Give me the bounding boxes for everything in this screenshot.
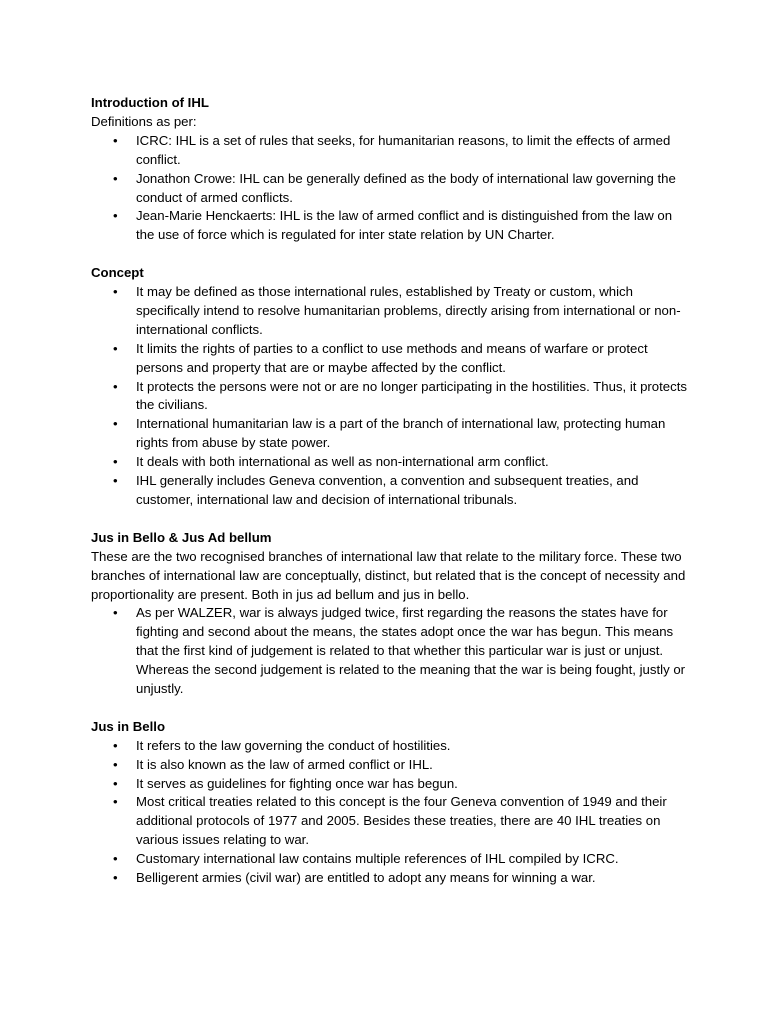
list-item: • IHL generally includes Geneva convention, a convention and subsequent treaties, and customer, international law and decision of international tribunals. xyxy=(91,472,691,510)
section-intro: Definitions as per: xyxy=(91,113,197,129)
list-item: • As per WALZER, war is always judged twice, first regarding the reasons the states have for fighting and second about the means, the states adopt once the war has begun. This means that the first kind of judgement is related to that whether this particular war is just or unjust. Whereas the second judgement is related to the meaning that the war is being fought, justly or unjustly. xyxy=(91,604,691,699)
section-heading: Introduction of IHL xyxy=(91,95,209,110)
list-item: • It serves as guidelines for fighting once war has begun. xyxy=(91,775,691,794)
list-item: • It protects the persons were not or are no longer participating in the hostilities. Thus, it protects the civilians. xyxy=(91,378,691,416)
section-jus-in-bello-and-ad-bellum xyxy=(91,529,691,699)
list-item: • ICRC: IHL is a set of rules that seeks, for humanitarian reasons, to limit the effects of armed conflict. xyxy=(91,132,691,170)
bullet-list xyxy=(91,604,691,699)
section-jus-in-bello xyxy=(91,718,691,888)
list-item: • Most critical treaties related to this concept is the four Geneva convention of 1949 and their additional protocols of 1977 and 2005. Besides these treaties, there are 40 IHL treaties on various issues relating to war. xyxy=(91,793,691,850)
bullet-list xyxy=(91,132,691,245)
list-item: • Jonathon Crowe: IHL can be generally defined as the body of international law governing the conduct of armed conflicts. xyxy=(91,170,691,208)
section-heading: Concept xyxy=(91,265,144,281)
bullet-list xyxy=(91,283,691,510)
section-concept xyxy=(91,264,691,510)
list-item: • It may be defined as those international rules, established by Treaty or custom, which specifically intend to resolve humanitarian problems, directly arising from international or non-international conflicts. xyxy=(91,283,691,340)
document-page xyxy=(91,94,691,907)
list-item: • It limits the rights of parties to a conflict to use methods and means of warfare or protect persons and property that are or maybe affected by the conflict. xyxy=(91,340,691,378)
list-item: • Customary international law contains multiple references of IHL compiled by ICRC. xyxy=(91,850,691,869)
section-introduction xyxy=(91,94,691,245)
list-item: • Jean-Marie Henckaerts: IHL is the law of armed conflict and is distinguished from the law on the use of force which is regulated for inter state relation by UN Charter. xyxy=(91,207,691,245)
section-heading: Jus in Bello xyxy=(91,718,166,734)
list-item: • It deals with both international as well as non-international arm conflict. xyxy=(91,453,691,472)
section-heading: Jus in Bello & Jus Ad bellum xyxy=(91,529,272,545)
list-item: • Belligerent armies (civil war) are entitled to adopt any means for winning a war. xyxy=(91,869,691,888)
list-item: • It refers to the law governing the conduct of hostilities. xyxy=(91,737,691,756)
bullet-list xyxy=(91,737,691,888)
list-item: • International humanitarian law is a part of the branch of international law, protecting human rights from abuse by state power. xyxy=(91,415,691,453)
section-intro: These are the two recognised branches of international law that relate to the military force. These two branches of international law are conceptually, distinct, but related that is the concept of necessity and proportionality are present. Both in jus ad bellum and jus in bello. xyxy=(91,548,686,602)
list-item: • It is also known as the law of armed conflict or IHL. xyxy=(91,756,691,775)
